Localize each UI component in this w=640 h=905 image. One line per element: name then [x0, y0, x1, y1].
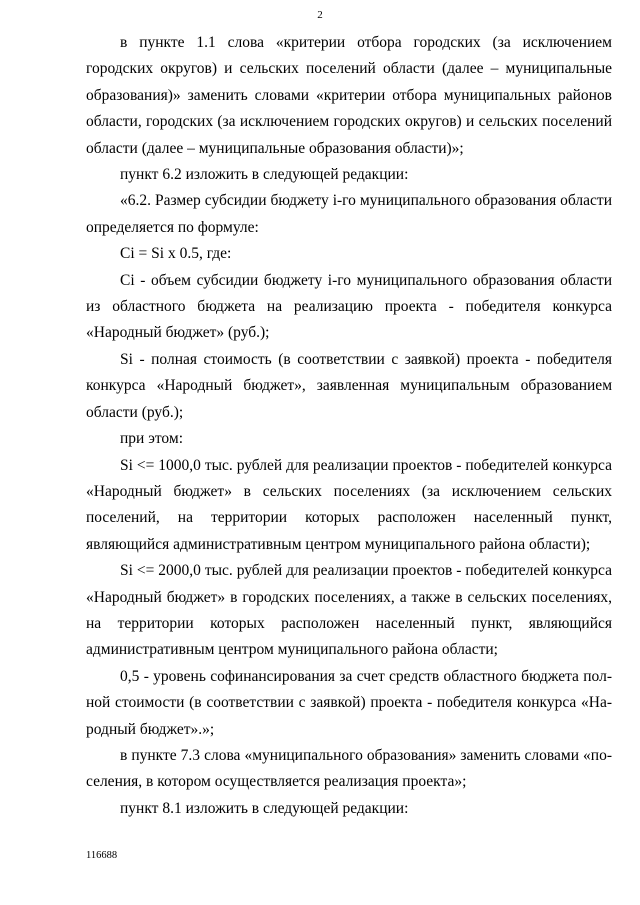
paragraph-si-rural-limit: Si <= 1000,0 тыс. рублей для реализации проектов - победителей конкурса «Народный бюджет» в сельских поселениях (за исключением сельских поселений, на территории которых расположен населенный пункт, являющийся административным центром муниципального района области); [86, 456, 612, 553]
paragraph-ci-definition: Ci - объем субсидии бюджету i-го муниципального образования области из областного бюджета на реализацию проекта - победителя конкурса «Народный бюджет» (руб.); [86, 271, 612, 342]
paragraph-cofinancing-level: 0,5 - уровень софинансирования за счет средств областного бюджета полной стоимости (в соответствии с заявкой) проекта - победителя конкурса «Народный бюджет».»; [86, 667, 612, 738]
formula-line: Ci = Si x 0.5, где: [120, 245, 232, 263]
paragraph-item-7-3: в пункте 7.3 слова «муниципального образования» заменить словами «поселения, в котором осуществляется реализация проекта»; [86, 746, 612, 791]
paragraph-item-6-2-intro: пункт 6.2 изложить в следующей редакции: [120, 166, 409, 184]
paragraph-moreover: при этом: [120, 430, 184, 448]
document-body [86, 30, 612, 822]
document-code: 116688 [86, 850, 118, 861]
paragraph-item-8-1-intro: пункт 8.1 изложить в следующей редакции: [120, 799, 409, 817]
paragraph-si-definition: Si - полная стоимость (в соответствии с заявкой) проекта - победителя конкурса «Народный бюджет», заявленная муниципальным образованием области (руб.); [86, 350, 612, 421]
paragraph-item-1-1: в пункте 1.1 слова «критерии отбора городских (за исключением городских округов) и сельских поселений области (далее – муниципальные образования)» заменить словами «критерии отбора муниципальных районов области, городских (за исключением городских округов) и сельских поселений области (далее – муниципальные образования области)»; [86, 34, 612, 157]
page-number: 2 [317, 9, 323, 21]
paragraph-subsidy-definition: «6.2. Размер субсидии бюджету i-го муниципального образования области определяется по формуле: [86, 192, 612, 236]
paragraph-si-urban-limit: Si <= 2000,0 тыс. рублей для реализации проектов - победителей конкурса «Народный бюджет» в городских поселениях, а также в сельских поселениях, на территории которых расположен населенный пункт, являющийся административным центром муниципального района области; [86, 562, 612, 659]
